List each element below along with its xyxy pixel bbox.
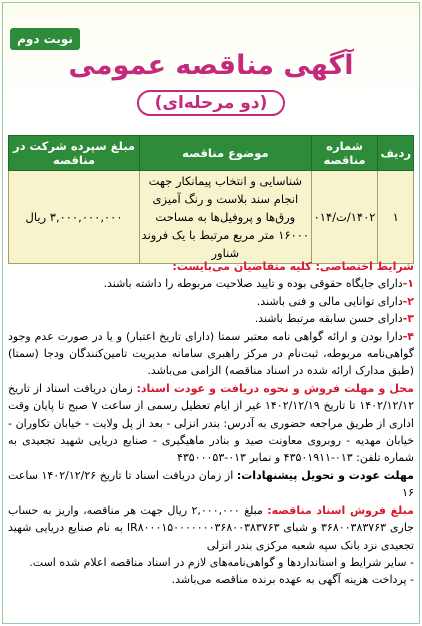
cell-deposit: ۳,۰۰۰,۰۰۰,۰۰۰ ریال <box>9 171 140 264</box>
fee-heading: مبلغ فروش اسناد مناقصه: <box>267 503 414 517</box>
sale-heading: محل و مهلت فروش و نحوه دریافت و عودت اسناد: <box>136 381 414 395</box>
deadline-text: از زمان دریافت اسناد تا تاریخ ۱۴۰۲/۱۲/۲۶ ساعت ۱۶ <box>8 468 414 500</box>
note-item: - سایر شرایط و استانداردها و گواهی‌نامه‌های لازم در اسناد مناقصه اعلام شده است. <box>29 555 414 569</box>
cell-tender-number: ۱۴۰۲/ت/۰۱۴ <box>311 171 378 264</box>
header-row-number: ردیف <box>378 136 414 171</box>
condition-item <box>8 293 414 310</box>
fee-text: مبلغ ۲,۰۰۰,۰۰۰ ریال جهت هر مناقصه، واریز به حساب جاری ۳۶۸۰۰۳۸۳۷۶۳ و شبای IR۸۰۰۰۱۵۰۰۰۰۰۰۰۳۶۸۰۰۳۸۳۷۶۳ به نام صنایع دریایی شهید تجعیدی نزد بانک سپه شعبه مرکزی بندر انزلی <box>8 503 414 552</box>
condition-item <box>8 328 414 380</box>
cell-subject: شناسایی و انتخاب پیمانکار جهت انجام سند بلاست و رنگ آمیزی ورق‌ها و پروفیل‌ها به مساحت ۱۶۰۰۰ متر مربع مرتبط با یک فروند شناور <box>140 171 312 264</box>
condition-text: دارای حسن سابقه مرتبط باشند. <box>254 312 403 326</box>
condition-number: ۳- <box>402 312 414 326</box>
condition-number: ۱- <box>402 277 414 291</box>
header-tender-number: شماره مناقصه <box>311 136 378 171</box>
sale-paragraph <box>8 380 414 467</box>
deadline-paragraph <box>8 467 414 502</box>
tender-table <box>8 135 414 264</box>
condition-text: دارای توانایی مالی و فنی باشند. <box>256 294 403 308</box>
cell-row-number: ۱ <box>378 171 414 264</box>
notice-subtitle: (دو مرحله‌ای) <box>137 90 286 116</box>
deadline-heading: مهلت عودت و تحویل پیشنهادات: <box>236 468 414 482</box>
second-round-badge: نوبت دوم <box>10 28 80 50</box>
condition-item <box>8 310 414 327</box>
sale-text: زمان دریافت اسناد از تاریخ ۱۴۰۲/۱۲/۱۲ تا تاریخ ۱۴۰۲/۱۲/۱۹ غیر از ایام تعطیل رسمی از ساعت ۷ صبح تا پایان وقت اداری از طریق مراجعه حضوری به آدرس: بندر انزلی - بعد از پل ولایت - خیابان تکاوران - خیابان مهدیه - روبروی معاونت صید و بنادر ماهیگیری - صنایع دریایی شهید تجعیدی به شماره تلفن: ۰۱۳-۴۳۵۰۱۹۱۱ و نمابر ۰۱۳-۴۳۵۰۰۰۵۳ <box>8 381 414 465</box>
condition-text: دارای جایگاه حقوقی بوده و تایید صلاحیت مربوطه را داشته باشند. <box>103 277 403 291</box>
header-subject: موضوع مناقصه <box>140 136 312 171</box>
fee-paragraph <box>8 502 414 554</box>
condition-text: دارا بودن و ارائه گواهی نامه معتبر سمتا (دارای تاریخ اعتبار) و یا در صورت عدم وجود گواهی‌نامه مربوطه، ثبت‌نام در مرکز راهبری سامانه مدیریت تامین‌کنندگان ودجا (سمتا) (طبق مدارک ارائه شده در اسناد مناقصه) الزامی می‌باشد. <box>8 329 414 378</box>
notice-title: آگهی مناقصه عمومی <box>68 50 354 81</box>
condition-number: ۲- <box>402 294 414 308</box>
conditions-heading: شرایط اختصاصی: کلیه متقاضیان می‌بایست: <box>172 260 414 273</box>
table-header-row <box>9 136 414 171</box>
notice-body <box>8 258 414 589</box>
header-deposit: مبلغ سپرده شرکت در مناقصه <box>9 136 140 171</box>
notice-subtitle-wrap <box>0 90 422 116</box>
condition-number: ۴- <box>402 329 414 343</box>
condition-item <box>8 275 414 292</box>
note-item: - پرداخت هزینه آگهی به عهده برنده مناقصه می‌باشد. <box>171 573 414 587</box>
table-row <box>9 171 414 264</box>
